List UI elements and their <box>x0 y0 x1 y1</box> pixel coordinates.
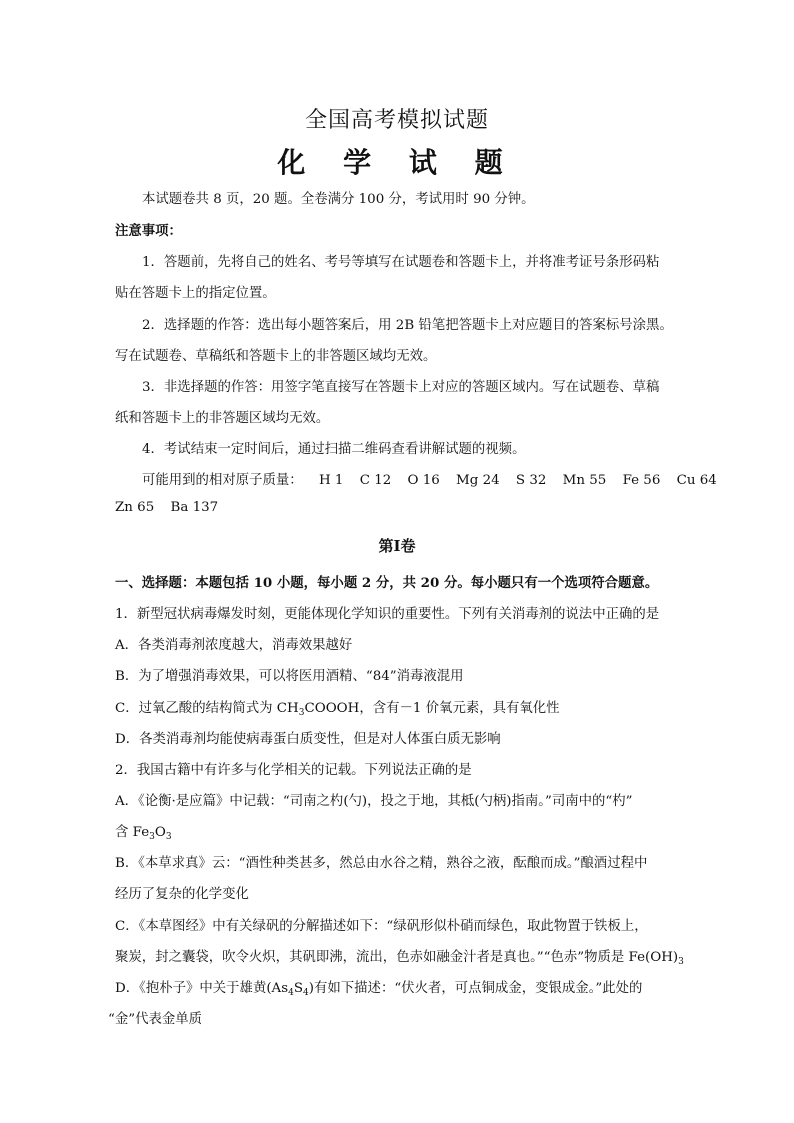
mass-ba: Ba 137 <box>170 500 219 515</box>
q2-d1-post: )有如下描述：“伏火者，可点铜成金，变银成金。”此处的 <box>308 981 643 996</box>
note-4: 4．考试结束一定时间后，通过扫描二维码查看讲解试题的视频。 <box>142 442 526 457</box>
mass-mn: Mn 55 <box>562 473 607 488</box>
q2-c2-sub: 3 <box>678 957 684 967</box>
subject-title: 化 学 试 题 <box>277 146 517 179</box>
q1-option-b: B．为了增强消毒效果，可以将医用酒精、“84”消毒液混用 <box>115 669 464 684</box>
q2-stem: 2．我国古籍中有许多与化学相关的记载。下列说法正确的是 <box>115 763 472 778</box>
mass-h: H 1 <box>318 473 344 488</box>
atomic-masses-line-2 <box>115 500 230 515</box>
notes-heading: 注意事项： <box>115 223 182 239</box>
mass-c: C 12 <box>359 473 392 488</box>
mass-fe: Fe 56 <box>622 473 661 488</box>
q1-option-d: D．各类消毒剂均能使病毒蛋白质变性，但是对人体蛋白质无影响 <box>115 732 501 747</box>
note-3-line-1: 3．非选择题的作答：用签字笔直接写在答题卡上对应的答题区域内。写在试题卷、草稿 <box>142 380 660 395</box>
q2-d1-mid: S <box>293 981 304 996</box>
part-1-instructions: 一、选择题：本题包括 10 小题，每小题 2 分，共 20 分。每小题只有一个选项符合题意。 <box>115 575 659 591</box>
q2-a2-sub1: 3 <box>149 832 155 842</box>
q2-a2-mid: O <box>154 825 166 840</box>
note-1-line-2: 贴在答题卡上的指定位置。 <box>115 286 276 301</box>
q2-option-c-line-1: C．《本草图经》中有关绿矾的分解描述如下：“绿矾形似朴硝而绿色，取此物置于铁板上， <box>115 919 648 934</box>
atomic-masses-line-1 <box>142 469 729 488</box>
q1-c-pre: C．过氧乙酸的结构简式为 CH <box>115 701 299 716</box>
q2-option-b-line-1: B．《本草求真》云：“酒性种类甚多，然总由水谷之精，熟谷之液，酝酿而成。”酿酒过程中 <box>115 856 648 871</box>
note-2-line-2: 写在试题卷、草稿纸和答题卡上的非答题区域均无效。 <box>115 349 437 364</box>
q1-c-post: COOOH，含有－1 价氧元素，具有氧化性 <box>304 701 560 716</box>
q2-option-a-line-2 <box>115 821 172 840</box>
note-2-line-1: 2．选择题的作答：选出每小题答案后，用 2B 铅笔把答题卡上对应题目的答案标号涂黑。 <box>142 318 673 333</box>
q2-c2-pre: 聚炭，封之囊袋，吹令火炽，其矾即沸，流出，色赤如融金汁者是真也。”“色赤”物质是 Fe(OH) <box>115 950 679 965</box>
q2-option-c-line-2 <box>115 946 684 965</box>
mass-cu: Cu 64 <box>676 473 717 488</box>
q2-a2-sub2: 3 <box>165 832 172 842</box>
mass-s: S 32 <box>515 473 547 488</box>
q2-d1-sub2: 4 <box>303 988 309 998</box>
mass-o: O 16 <box>407 473 440 488</box>
section-title: 第Ⅰ卷 <box>378 537 416 555</box>
q1-stem: 1．新型冠状病毒爆发时刻，更能体现化学知识的重要性。下列有关消毒剂的说法中正确的是 <box>115 607 660 622</box>
mass-mg: Mg 24 <box>456 473 500 488</box>
q2-option-b-line-2: 经历了复杂的化学变化 <box>115 887 249 902</box>
q1-option-a: A．各类消毒剂浓度越大，消毒效果越好 <box>115 638 353 653</box>
note-1-line-1: 1．答题前，先将自己的姓名、考号等填写在试题卷和答题卡上，并将准考证号条形码粘 <box>142 255 660 270</box>
q2-option-d-line-1 <box>115 977 642 996</box>
atomic-masses-label: 可能用到的相对原子质量： <box>142 473 303 488</box>
q2-d1-pre: D．《抱朴子》中关于雄黄(As <box>115 981 289 996</box>
mass-zn: Zn 65 <box>115 500 155 515</box>
exam-title: 全国高考模拟试题 <box>304 108 489 133</box>
q1-option-c <box>115 697 560 716</box>
note-3-line-2: 纸和答题卡上的非答题区域均无效。 <box>115 411 330 426</box>
q2-option-d-line-2: “金”代表金单质 <box>108 1012 203 1027</box>
q2-option-a-line-1: A．《论衡·是应篇》中记载：“司南之杓(勺)，投之于地，其柢(勺柄)指南。”司南中的“杓” <box>115 794 633 809</box>
exam-intro: 本试题卷共 8 页，20 题。全卷满分 100 分，考试用时 90 分钟。 <box>142 192 535 207</box>
q1-c-sub: 3 <box>298 708 305 718</box>
q2-a2-pre: 含 Fe <box>115 825 150 840</box>
q2-d1-sub1: 4 <box>288 988 294 998</box>
